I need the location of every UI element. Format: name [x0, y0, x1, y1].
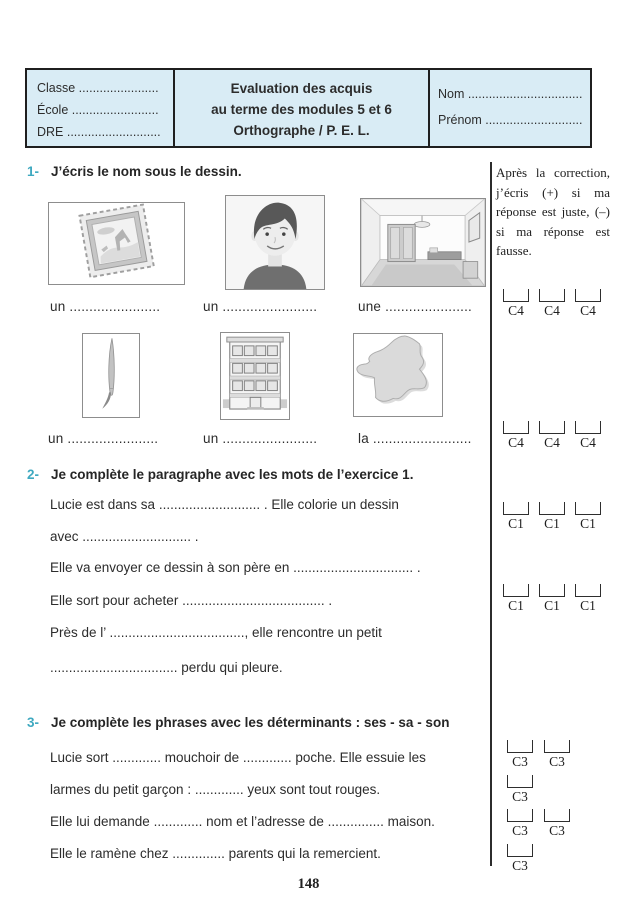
exercise3-line: Elle le ramène chez .............. parents qui la remercient.	[50, 846, 381, 861]
stamp-drawing	[49, 203, 184, 284]
exercise3-heading	[27, 715, 449, 730]
score-code: C3	[512, 823, 528, 838]
score-group-ex2-row2	[503, 584, 601, 613]
score-code: C4	[580, 435, 596, 450]
score-code: C3	[512, 754, 528, 769]
score-box	[539, 289, 565, 318]
score-bracket	[507, 809, 533, 822]
score-code: C1	[508, 598, 524, 613]
score-group-ex3-row2	[507, 775, 533, 804]
evaluation-subject: Orthographe / P. E. L.	[233, 123, 370, 138]
exercise2-line: Elle va envoyer ce dessin à son père en ................................ .	[50, 560, 421, 575]
exercise2-line: Elle sort pour acheter ...................................... .	[50, 593, 333, 608]
score-box	[575, 421, 601, 450]
score-code: C1	[544, 516, 560, 531]
score-code: C3	[549, 754, 565, 769]
exercise3-line: Elle lui demande ............. nom et l’adresse de ............... maison.	[50, 814, 435, 829]
score-box	[507, 844, 533, 873]
classe-field: Classe .......................	[37, 81, 159, 95]
header-right-cell	[430, 70, 590, 146]
score-bracket	[544, 809, 570, 822]
score-code: C4	[544, 303, 560, 318]
score-group-ex1-row2	[503, 421, 601, 450]
image-label: une ......................	[358, 299, 472, 314]
score-box	[539, 584, 565, 613]
score-bracket	[507, 844, 533, 857]
score-box	[507, 775, 533, 804]
exercise3-line: larmes du petit garçon : ............. yeux sont tout rouges.	[50, 782, 381, 797]
score-box	[507, 809, 533, 838]
score-bracket	[503, 584, 529, 597]
stamp-illustration	[48, 202, 185, 285]
exercise2-heading	[27, 467, 413, 482]
score-bracket	[503, 421, 529, 434]
evaluation-title: Evaluation des acquis	[230, 81, 373, 96]
ecole-field: École .........................	[37, 103, 159, 117]
correction-note: Après la correction, j’écris (+) si ma réponse est juste, (–) si ma réponse est fausse.	[496, 165, 610, 258]
score-bracket	[575, 502, 601, 515]
header-box	[25, 68, 592, 148]
score-box	[503, 502, 529, 531]
score-box	[539, 421, 565, 450]
score-group-ex3-row4	[507, 844, 533, 873]
exercise3-number: 3-	[27, 715, 40, 730]
score-box	[507, 740, 533, 769]
score-bracket	[544, 740, 570, 753]
score-code: C4	[508, 435, 524, 450]
exercise3-title: Je complète les phrases avec les déterminants : ses - sa - son	[51, 715, 450, 730]
score-bracket	[539, 421, 565, 434]
boy-drawing	[226, 196, 324, 289]
score-group-ex2-row1	[503, 502, 601, 531]
score-group-ex3-row3	[507, 809, 570, 838]
image-label: la .........................	[358, 431, 472, 446]
score-bracket	[539, 289, 565, 302]
exercise1-number: 1-	[27, 164, 40, 179]
score-bracket	[507, 775, 533, 788]
building-illustration	[220, 332, 290, 420]
score-code: C3	[512, 858, 528, 873]
score-box	[575, 502, 601, 531]
score-bracket	[539, 502, 565, 515]
bedroom-drawing	[361, 199, 485, 286]
exercise2-line: avec ............................. .	[50, 529, 199, 544]
prenom-field: Prénom ............................	[438, 113, 583, 127]
image-label: un ........................	[203, 299, 318, 314]
score-code: C1	[544, 598, 560, 613]
france-map-illustration	[353, 333, 443, 417]
score-code: C3	[512, 789, 528, 804]
score-code: C4	[544, 435, 560, 450]
paintbrush-illustration	[82, 333, 140, 418]
dre-field: DRE ...........................	[37, 125, 161, 139]
score-box	[503, 584, 529, 613]
score-box	[503, 421, 529, 450]
exercise2-line: .................................. perdu qui pleure.	[50, 660, 283, 675]
score-box	[539, 502, 565, 531]
score-box	[544, 809, 570, 838]
score-box	[575, 584, 601, 613]
image-label: un .......................	[50, 299, 161, 314]
image-label: un .......................	[48, 431, 159, 446]
score-bracket	[539, 584, 565, 597]
exercise2-number: 2-	[27, 467, 40, 482]
bedroom-illustration	[360, 198, 486, 287]
image-label: un ........................	[203, 431, 318, 446]
score-code: C3	[549, 823, 565, 838]
score-bracket	[575, 584, 601, 597]
building-drawing	[221, 333, 289, 419]
column-divider	[490, 162, 492, 866]
score-code: C4	[580, 303, 596, 318]
exercise3-line: Lucie sort ............. mouchoir de ............. poche. Elle essuie les	[50, 750, 426, 765]
exercise1-heading	[27, 164, 242, 179]
score-bracket	[575, 289, 601, 302]
score-code: C4	[508, 303, 524, 318]
score-code: C1	[508, 516, 524, 531]
exercise2-line: Lucie est dans sa ........................... . Elle colorie un dessin	[50, 497, 399, 512]
score-box	[575, 289, 601, 318]
exercise2-title: Je complète le paragraphe avec les mots de l’exercice 1.	[51, 467, 414, 482]
score-code: C1	[580, 598, 596, 613]
france-map-drawing	[354, 334, 442, 416]
score-group-ex3-row1	[507, 740, 570, 769]
score-bracket	[575, 421, 601, 434]
page-number: 148	[297, 876, 320, 892]
boy-illustration	[225, 195, 325, 290]
score-group-ex1-row1	[503, 289, 601, 318]
score-bracket	[503, 502, 529, 515]
paintbrush-drawing	[83, 334, 139, 417]
header-left-cell	[27, 70, 175, 146]
nom-field: Nom .................................	[438, 87, 583, 101]
score-box	[503, 289, 529, 318]
header-title-cell	[175, 70, 430, 146]
score-bracket	[507, 740, 533, 753]
evaluation-subtitle: au terme des modules 5 et 6	[211, 102, 392, 117]
exercise1-title: J’écris le nom sous le dessin.	[51, 164, 242, 179]
score-code: C1	[580, 516, 596, 531]
score-box	[544, 740, 570, 769]
score-bracket	[503, 289, 529, 302]
exercise2-line: Près de l’ ...................................., elle rencontre un petit	[50, 625, 382, 640]
